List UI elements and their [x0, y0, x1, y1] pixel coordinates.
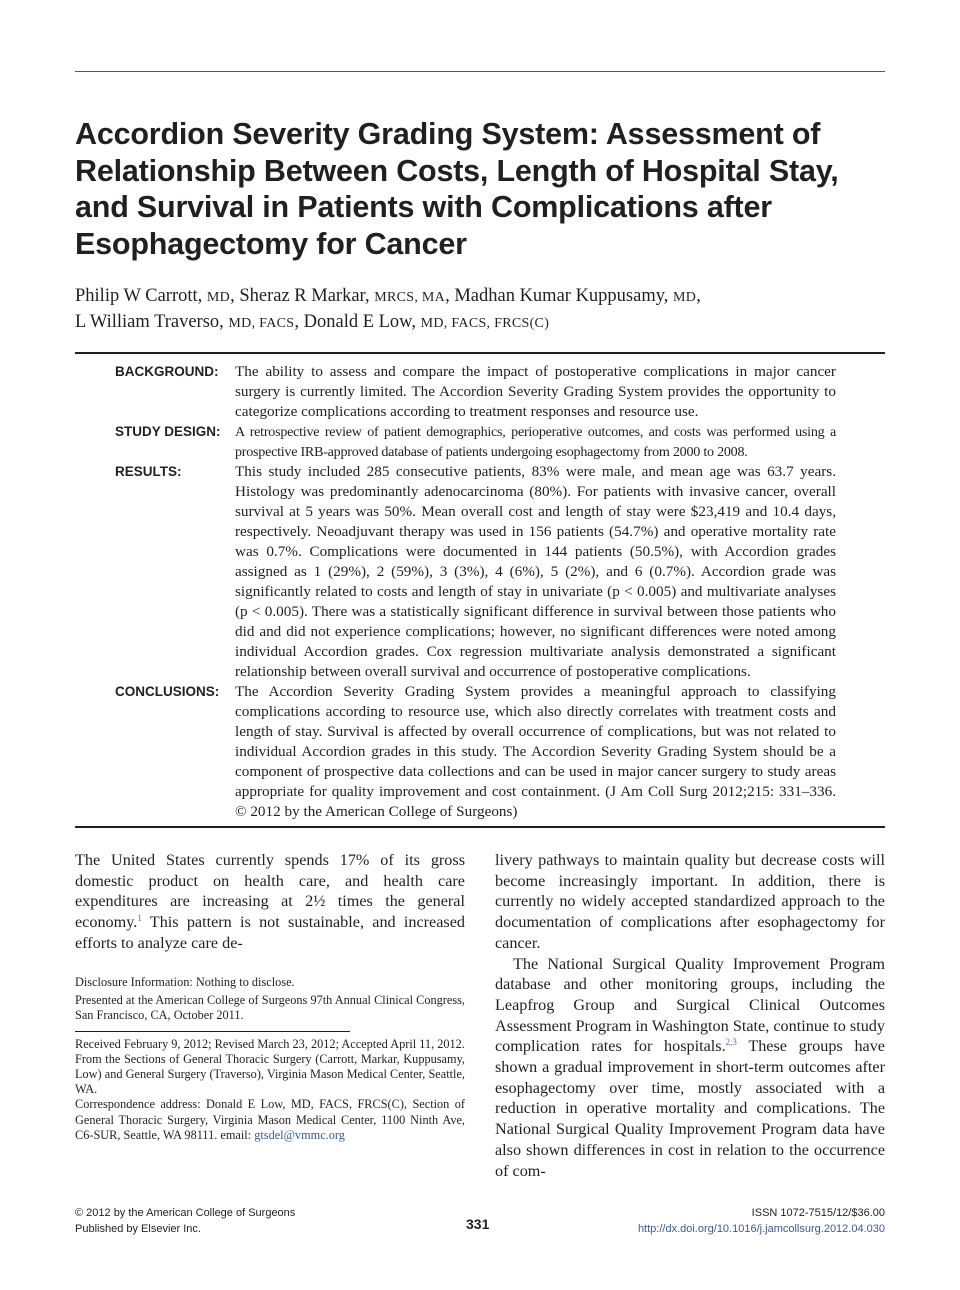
body-paragraph: livery pathways to maintain quality but decrease costs will become increasingly important. In addition, there is currently no widely accepted standardized approach to the documentation of complications after esophagectomy for cancer.	[495, 851, 885, 952]
author-degrees: MD, FACS	[228, 316, 295, 331]
author-name: Sheraz R Markar	[239, 286, 365, 306]
abstract-text: The ability to assess and compare the impact of postoperative complications in major cancer surgery is currently limited. The Accordion Severity Grading System provides the opportunity to categorize complications according to treatment responses and resource use.	[235, 363, 836, 420]
body-text: These groups have shown a gradual improvement in short-term outcomes after esophagectomy over time, mostly associated with a reduction in operative mortality and complications. The National Surgical Quality Improvement Program data have also shown differences in cost in relation to the occurrence of com-	[495, 1037, 885, 1180]
footer-right	[638, 1205, 885, 1237]
doi-link[interactable]: http://dx.doi.org/10.1016/j.jamcollsurg.2012.04.030	[637, 1223, 885, 1235]
correspondence-note	[75, 1097, 465, 1143]
correspondence-text: Correspondence address: Donald E Low, MD, FACS, FRCS(C), Section of General Thoracic Surgery, Virginia Mason Medical Center, 1100 Ninth Ave, C6-SUR, Seattle, WA 98111. email:	[75, 1097, 465, 1142]
author-name: Donald E Low	[303, 312, 412, 332]
citation-ref[interactable]: 2,3	[725, 1037, 737, 1048]
author-name: Philip W Carrott	[75, 286, 198, 306]
abstract-label: RESULTS:	[115, 464, 182, 479]
page-number: 331	[466, 1216, 490, 1232]
body-paragraph	[495, 954, 885, 1182]
issn-text: ISSN 1072-7515/12/$36.00	[751, 1207, 885, 1219]
abstract-label: CONCLUSIONS:	[115, 684, 220, 699]
received-note: Received February 9, 2012; Revised March 23, 2012; Accepted April 11, 2012.	[75, 1036, 465, 1051]
email-link[interactable]: gtsdel@vmmc.org	[254, 1127, 345, 1142]
presented-note: Presented at the American College of Surgeons 97th Annual Clinical Congress, San Francisco, CA, October 2011.	[75, 993, 465, 1023]
author-name: L William Traverso	[75, 312, 220, 332]
disclosure-note: Disclosure Information: Nothing to disclose.	[75, 975, 295, 989]
affiliation-note: From the Sections of General Thoracic Surgery (Carrott, Markar, Kuppusamy, Low) and General Surgery (Traverso), Virginia Mason Medical Center, Seattle, WA.	[75, 1051, 465, 1097]
article-title: Accordion Severity Grading System: Assessment of Relationship Between Costs, Length of Hospital Stay, and Survival in Patients with Complications after Esophagectomy for Cancer	[75, 117, 839, 261]
author-list: Philip W Carrott, MD, Sheraz R Markar, MRCS, MA, Madhan Kumar Kuppusamy, MD, L William Traverso, MD, FACS, Donald E Low, MD, FACS, FRCS(C)	[75, 286, 701, 332]
author-degrees: MD	[673, 290, 697, 305]
footer-left	[75, 1205, 295, 1237]
body-text: This pattern is not sustainable, and increased efforts to analyze care de-	[75, 913, 465, 952]
body-paragraph-intro	[75, 850, 465, 954]
author-degrees: MD	[206, 290, 231, 305]
abstract-label: BACKGROUND:	[115, 364, 219, 379]
body-text: The United States currently spends 17% of its gross domestic product on health care, and health care expenditures are increasing at 2½ times the general economy.	[75, 851, 465, 932]
author-degrees: MD, FACS, FRCS(C)	[420, 316, 550, 331]
footnotes	[75, 975, 465, 1143]
publisher-text: Published by Elsevier Inc.	[75, 1223, 201, 1235]
author-name: Madhan Kumar Kuppusamy	[454, 286, 664, 306]
top-rule	[75, 71, 885, 72]
note-divider	[75, 1031, 350, 1032]
abstract-text: The Accordion Severity Grading System provides a meaningful approach to classifying complications according to resource use, which also directly correlates with treatment costs and length of stay. Survival is affected by overall occurrence of complications, but was not related to individual Accordion grades in this study. The Accordion Severity Grading System should be a component of prospective data collections and can be used in major cancer surgery to study areas appropriate for quality improvement and cost containment. (J Am Coll Surg 2012;215: 331–336. © 2012 by the American College of Surgeons)	[235, 683, 836, 820]
abstract-text: This study included 285 consecutive patients, 83% were male, and mean age was 63.7 years. Histology was predominantly adenocarcinoma (80%). For patients with invasive cancer, overall survival at 5 years was 50%. Mean overall cost and length of stay were $23,419 and 10.4 days, respectively. Neoadjuvant therapy was used in 156 patients (54.7%) and operative mortality rate was 0.7%. Complications were documented in 144 patients (50.5%), with Accordion grades assigned as 1 (29%), 2 (59%), 3 (3%), 4 (6%), 5 (2%), and 6 (0.7%). Accordion grade was significantly related to costs and length of stay in univariate (p < 0.005) and multivariate analyses (p < 0.005). There was a statistically significant difference in survival between those patients who did and did not experience complications; however, no significant differences were noted among individual Accordion grades. Cox regression multivariate analysis demonstrated a significant relationship between overall survival and occurrence of postoperative complications.	[235, 463, 836, 680]
author-degrees: MRCS, MA	[374, 290, 446, 305]
body-text: The National Surgical Quality Improvement Program database and other monitoring groups, including the Leapfrog Group and Surgical Clinical Outcomes Assessment Program in Washington State, continue to study complication rates for hospitals.	[495, 954, 885, 1056]
copyright-text: © 2012 by the American College of Surgeons	[75, 1207, 296, 1219]
body-column-right	[495, 850, 885, 1181]
abstract-box	[75, 352, 885, 828]
citation-ref[interactable]: 1	[137, 913, 142, 924]
abstract-text: A retrospective review of patient demographics, perioperative outcomes, and costs was performed using a prospective IRB-approved database of patients undergoing esophagectomy from 2000 to 2008.	[235, 424, 836, 460]
abstract-label: STUDY DESIGN:	[115, 424, 221, 439]
